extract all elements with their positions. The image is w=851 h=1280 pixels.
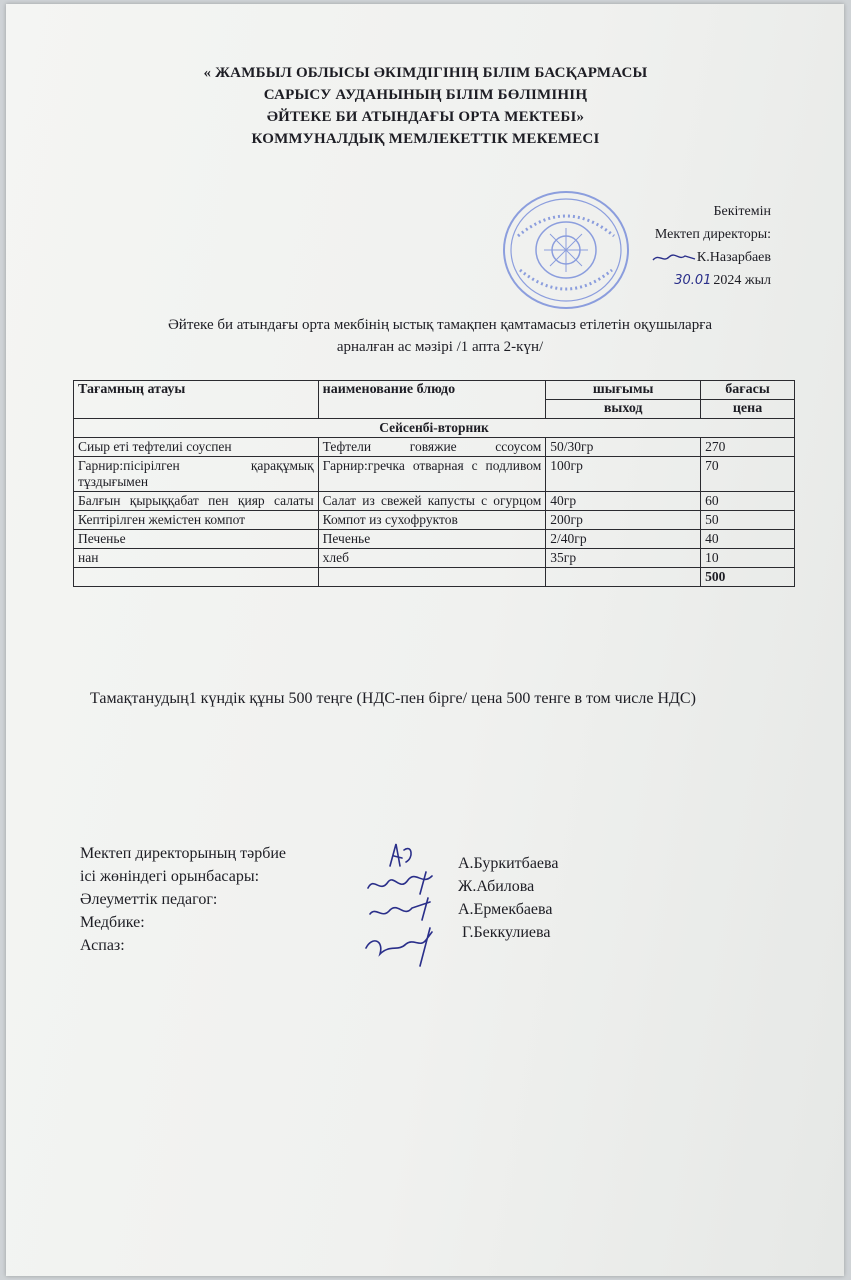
dish-yield: 35гр [546,549,701,568]
dish-price: 60 [701,492,795,511]
approval-signature-line [651,246,771,269]
header-yield-ru: выход [546,400,701,419]
dish-yield: 100гр [546,457,701,492]
dish-price: 10 [701,549,795,568]
approval-block [651,200,771,292]
staff-signatures-icon [360,836,450,976]
dish-price: 270 [701,438,795,457]
day-label: Сейсенбі-вторник [74,419,795,438]
dish-price: 40 [701,530,795,549]
dish-yield: 2/40гр [546,530,701,549]
staff-names [458,852,558,944]
approval-title: Бекітемін [713,204,771,219]
director-name: К.Назарбаев [696,250,771,265]
menu-table [73,380,795,587]
dish-name-kz: Гарнир:пісірілген қарақұмық тұздығымен [74,457,319,492]
document-heading [0,62,851,150]
table-row [74,438,795,457]
staff-name: А.Ермекбаева [458,901,553,918]
official-seal-stamp-icon [498,186,638,316]
role-line: ісі жөніндегі орынбасары: [80,868,260,885]
heading-line-4: КОММУНАЛДЫҚ МЕМЛЕКЕТТІК МЕКЕМЕСІ [251,131,600,147]
empty-cell [74,568,319,587]
header-price-kz: бағасы [701,381,795,400]
heading-line-1: « ЖАМБЫЛ ОБЛЫСЫ ӘКІМДІГІНІҢ БІЛІМ БАСҚАРМАСЫ [203,65,648,81]
menu-title-line-2: арналған ас мәзірі /1 апта 2-күн/ [336,339,544,355]
dish-name-kz: Сиыр еті тефтелиі соуспен [74,438,319,457]
table-header-row [74,381,795,400]
approval-year: 2024 жыл [713,273,771,288]
table-row [74,457,795,492]
dish-yield: 40гр [546,492,701,511]
role-line: Мектеп директорының тәрбие [80,845,287,862]
table-day-row [74,419,795,438]
total-price: 500 [701,568,795,587]
header-price-ru: цена [701,400,795,419]
staff-roles [80,842,286,957]
dish-name-ru: хлеб [318,549,546,568]
dish-name-ru: Печенье [318,530,546,549]
document-page [6,4,844,1276]
dish-name-ru: Тефтели говяжие ссоусом [318,438,546,457]
header-name-ru: наименование блюдо [318,381,546,419]
daily-cost-summary: Тамақтанудың1 күндік құны 500 теңге (НДС-пен бірге/ цена 500 тенге в том числе НДС) [90,690,696,707]
table-row [74,549,795,568]
approval-date-handwritten: 30.01 [674,273,712,288]
dish-name-ru: Гарнир:гречка отварная с подливом [318,457,546,492]
dish-yield: 200гр [546,511,701,530]
menu-title [60,314,820,358]
role-line: Медбике: [80,914,145,931]
header-name-kz: Тағамның атауы [74,381,319,419]
table-row [74,492,795,511]
empty-cell [546,568,701,587]
dish-yield: 50/30гр [546,438,701,457]
dish-name-ru: Салат из свежей капусты с огурцом [318,492,546,511]
director-signature-icon [651,251,697,265]
approval-position: Мектеп директоры: [654,227,771,242]
header-yield-kz: шығымы [546,381,701,400]
dish-name-kz: Балғын қырыққабат пен қияр салаты [74,492,319,511]
dish-name-kz: Кептірілген жемістен компот [74,511,319,530]
empty-cell [318,568,546,587]
staff-name: Ж.Абилова [458,878,535,895]
table-total-row [74,568,795,587]
staff-name: Г.Беккулиева [458,924,551,941]
menu-title-line-1: Әйтеке би атындағы орта мекбінің ыстық тамақпен қамтамасыз етілетін оқушыларға [167,317,713,333]
heading-line-2: САРЫСУ АУДАНЫНЫҢ БІЛІМ БӨЛІМІНІҢ [263,87,588,103]
dish-price: 50 [701,511,795,530]
role-line: Аспаз: [80,937,125,954]
heading-line-3: ӘЙТЕКЕ БИ АТЫНДАҒЫ ОРТА МЕКТЕБІ» [266,109,585,125]
table-row [74,530,795,549]
dish-name-kz: нан [74,549,319,568]
dish-name-kz: Печенье [74,530,319,549]
table-row [74,511,795,530]
dish-price: 70 [701,457,795,492]
role-line: Әлеуметтік педагог: [80,891,218,908]
staff-name: А.Буркитбаева [458,855,559,872]
dish-name-ru: Компот из сухофруктов [318,511,546,530]
approval-date [651,269,771,292]
